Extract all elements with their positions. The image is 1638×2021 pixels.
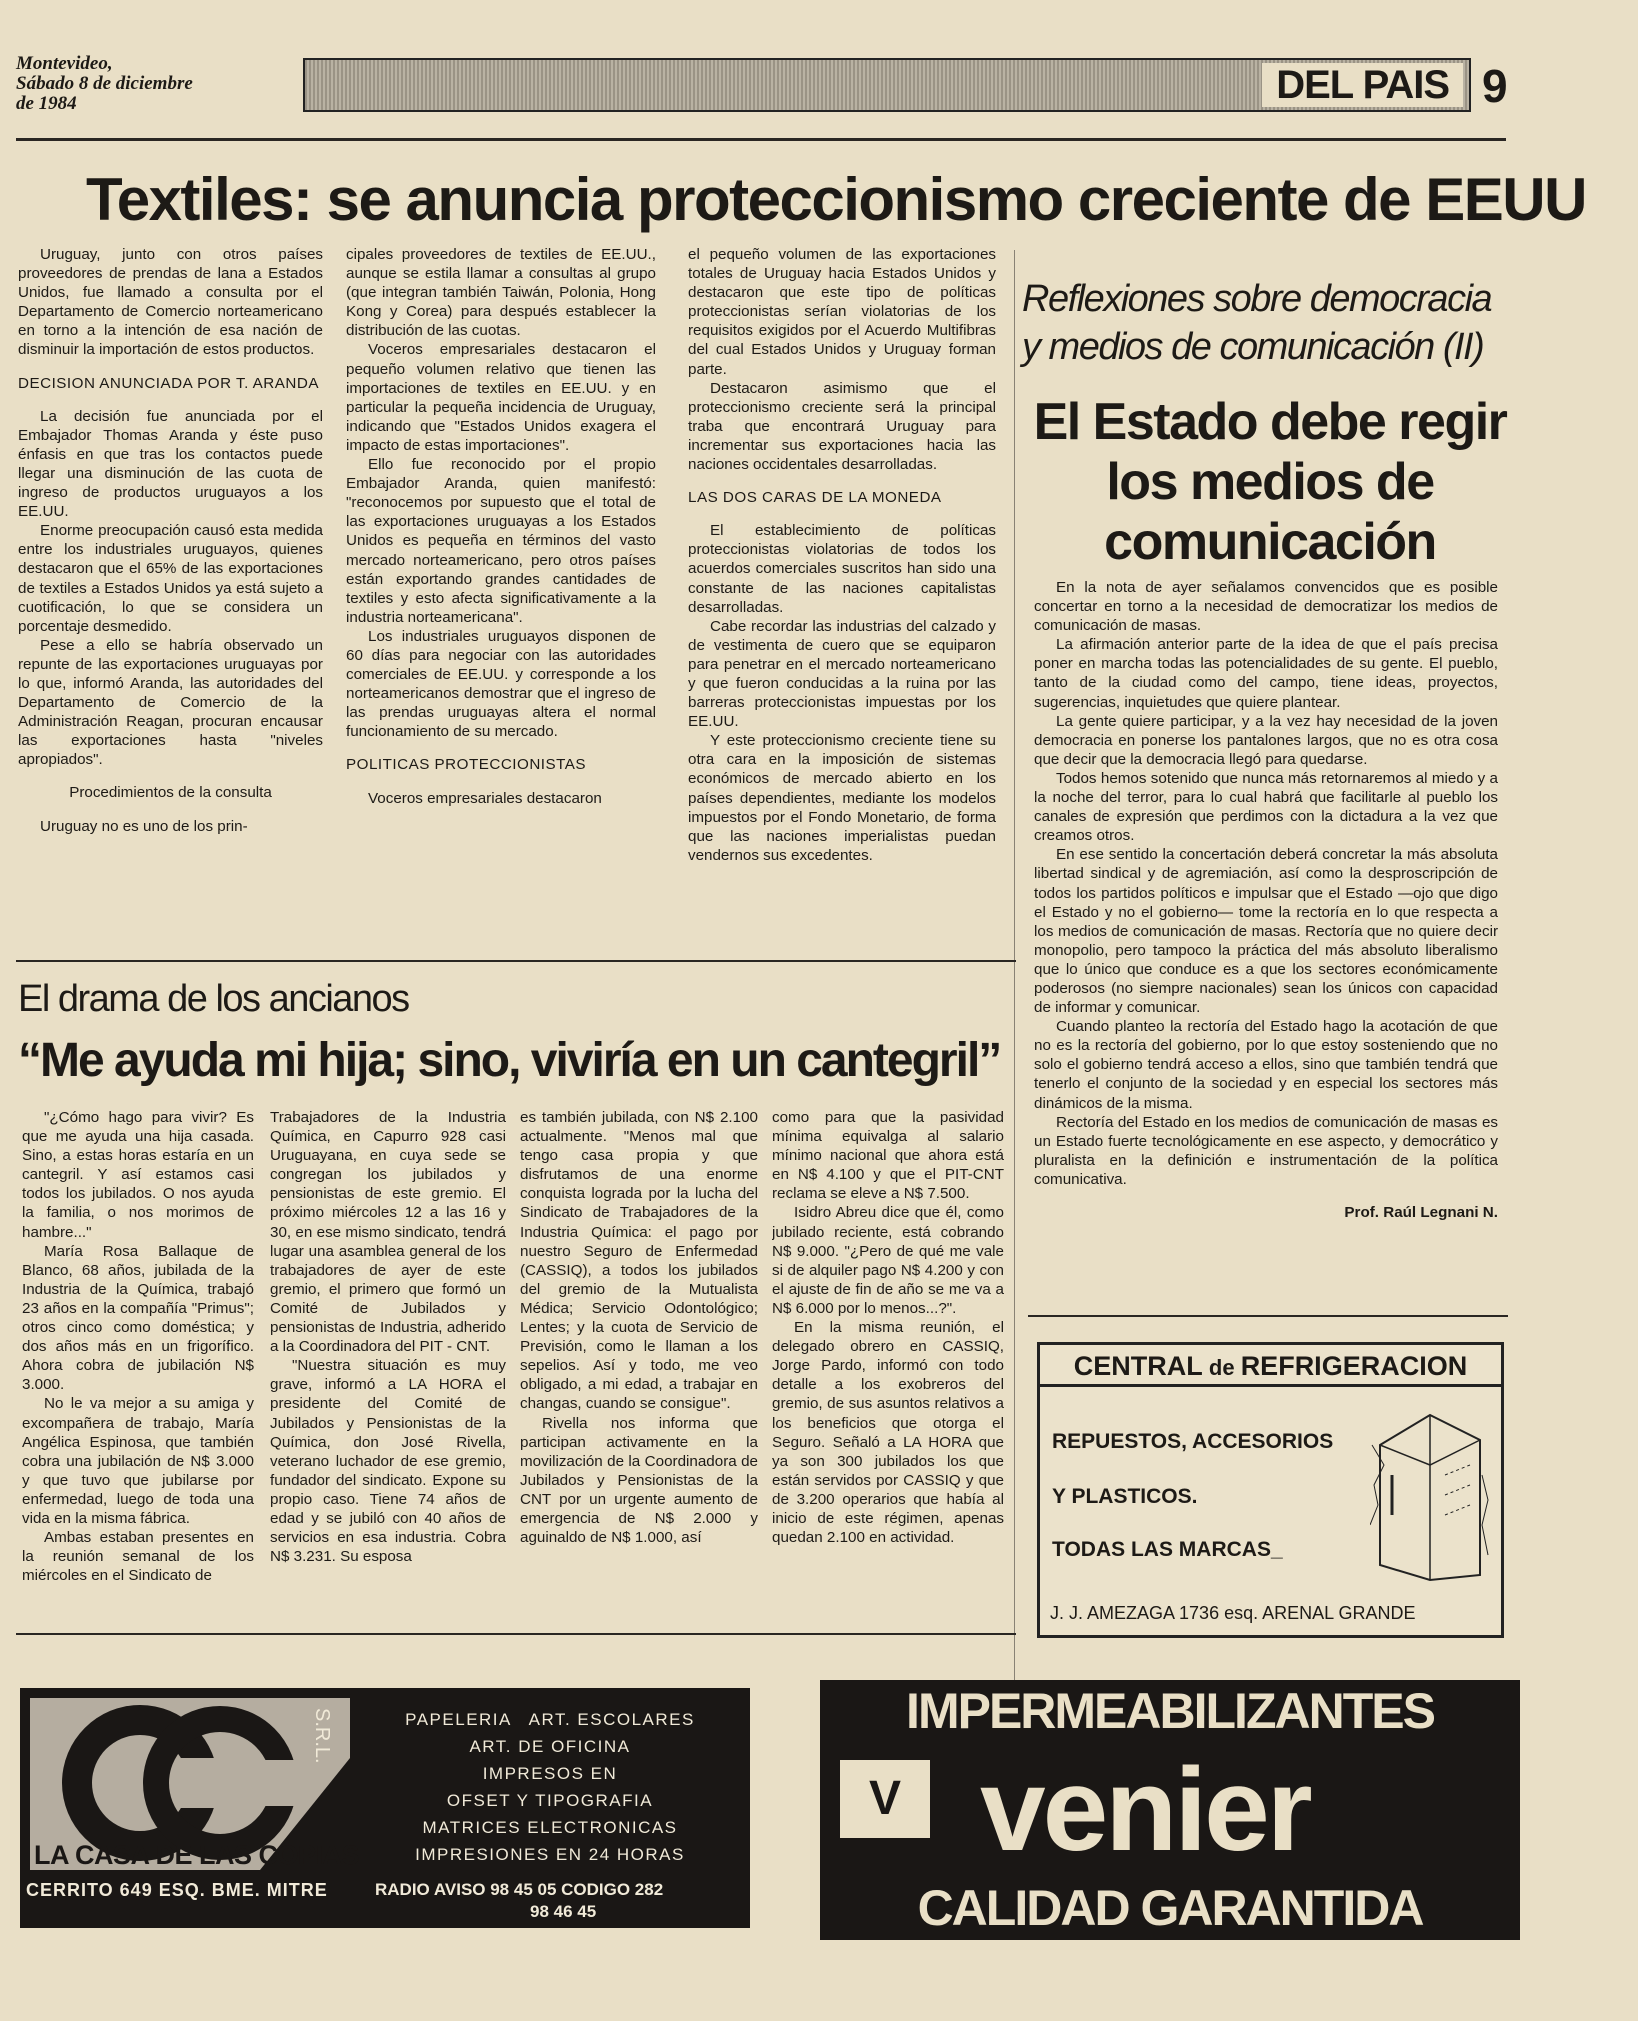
dateline-date: Sábado 8 de diciembre	[16, 73, 193, 94]
section-title: DEL PAIS	[1262, 63, 1463, 107]
ancianos-col-1	[22, 1108, 254, 1598]
reflexiones-headline	[1020, 392, 1520, 572]
ad-casa-copias	[20, 1688, 750, 1928]
ad-refrigeracion-title	[1040, 1345, 1501, 1387]
ad-venier	[820, 1680, 1520, 1940]
copias-service-5: MATRICES ELECTRONICAS	[422, 1818, 678, 1837]
paragraph: Rectoría del Estado en los medios de comunicación de masas es un Estado fuerte tecnológicamente en ese aspecto, y democrático y pluralista en la definición e instrumentación de la política comunicativa.	[1034, 1113, 1498, 1188]
byline: Prof. Raúl Legnani N.	[1344, 1204, 1498, 1221]
paragraph: La afirmación anterior parte de la idea de que el país precisa poner en marcha todas las potencialidades de su gente. El pueblo, tanto de la ciudad como del campo, tiene ideas, proyectos, sugerencias, inquietudes que quiere plantear.	[1034, 636, 1498, 711]
paragraph: "Nuestra situación es muy grave, informó a LA HORA el presidente del Comité de Jubilados y Pensionistas de la Química, don José Rivella, veterano luchador de ese gremio, fundador del sindicato. Expone su propio caso. Tiene 74 años de edad y se jubiló con 40 años de servicios en esa industria. Cobra N$ 3.231. Su esposa	[270, 1357, 506, 1566]
copias-radio: RADIO AVISO 98 45 05 CODIGO 282	[375, 1880, 664, 1899]
paragraph: Los industriales uruguayos disponen de 60 días para negociar con las autoridades comerciales de EE.UU. y corresponde a los norteamericanos demostrar que el ingreso de las prendas uruguayas altera el normal funcionamiento de su mercado.	[346, 627, 656, 741]
copias-service-1: PAPELERIA ART. ESCOLARES	[405, 1710, 695, 1729]
page-number: 9	[1482, 60, 1508, 112]
subheading: POLITICAS PROTECCIONISTAS	[346, 756, 587, 774]
reflexiones-bottom-rule	[1028, 1315, 1508, 1317]
reflexiones-kicker-line-2: y medios de comunicación (II)	[1022, 326, 1484, 368]
venier-bottom: CALIDAD GARANTIDA	[917, 1880, 1423, 1936]
ancianos-col-4	[772, 1108, 1004, 1598]
reflexiones-headline-line-3: comunicación	[1104, 513, 1436, 571]
ancianos-kicker: El drama de los ancianos	[18, 978, 409, 1020]
textiles-col-3	[688, 245, 996, 955]
reflexiones-kicker	[1022, 275, 1512, 371]
reflexiones-headline-line-1: El Estado debe regir	[1033, 393, 1507, 451]
copias-service-3: IMPRESOS EN	[482, 1764, 618, 1783]
reflexiones-body	[1034, 578, 1498, 1278]
copias-services	[370, 1706, 730, 1868]
paragraph: Isidro Abreu dice que él, como jubilado reciente, está cobrando N$ 9.000. "¿Pero de qué me vale si de alquiler pago N$ 4.200 y con el ajuste de fin de año se me va a N$ 6.000 por lo menos...?".	[772, 1204, 1004, 1317]
ancianos-col-3	[520, 1108, 758, 1598]
copias-address: CERRITO 649 ESQ. BME. MITRE	[26, 1880, 328, 1900]
ad-refrigeracion-title-c: REFRIGERACION	[1240, 1351, 1468, 1381]
paragraph: Cabe recordar las industrias del calzado y de vestimenta de cuero que se equiparon para penetrar en el mercado norteamericano y que fueron conducidas a la ruina por las barreras proteccionistas impuestas por los EE.UU.	[688, 617, 996, 731]
paragraph: María Rosa Ballaque de Blanco, 68 años, jubilada de la Industria de la Química, trabajó 23 años en la compañía "Primus"; otros cinco como doméstica; y dos años más en un frigorífico. Ahora cobra de jubilación N$ 3.000.	[22, 1242, 254, 1394]
ad-refrigeracion-line-1: REPUESTOS, ACCESORIOS	[1052, 1430, 1334, 1453]
copias-srl: S.R.L.	[311, 1708, 333, 1764]
section-bar	[303, 58, 1471, 112]
dateline	[16, 54, 246, 114]
copias-radio-2: 98 46 45	[530, 1902, 597, 1921]
paragraph: No le va mejor a su amiga y excompañera de trabajo, María Angélica Espinosa, que también cobra una jubilación de N$ 3.000 y que tuvo que jubilarse por enfermedad, luego de toda una vida en la misma fábrica.	[22, 1395, 254, 1527]
paragraph: Voceros empresariales destacaron	[368, 789, 602, 807]
ad-refrigeracion-line-3: TODAS LAS MARCAS_	[1052, 1538, 1283, 1561]
ad-refrigeracion-title-a: CENTRAL	[1073, 1351, 1203, 1381]
paragraph: Todos hemos sotenido que nunca más retornaremos al miedo y a la noche del terror, para lo cual habrá que facilitarle al pueblo los canales de expresión que perdimos con la dictadura a la vez que creamos otros.	[1034, 769, 1498, 845]
ad-refrigeracion	[1037, 1342, 1504, 1638]
paragraph: "¿Cómo hago para vivir? Es que me ayuda una hija casada. Sino, a estas horas estaría en un cantegril. Y así estamos casi todos los jubilados. O nos ayuda la familia, o nos morimos de hambre..."	[22, 1109, 254, 1241]
ad-refrigeracion-title-b: de	[1202, 1355, 1241, 1380]
venier-logo-letter: V	[868, 1772, 901, 1825]
ancianos-headline: “Me ayuda mi hija; sino, viviría en un cantegril”	[18, 1034, 1001, 1087]
venier-logo-box	[840, 1760, 930, 1838]
textiles-col-1	[18, 245, 323, 955]
paragraph: Trabajadores de la Industria Química, en Capurro 928 casi Uruguayana, en cuya sede se congregan los jubilados y pensionistas de este gremio. El próximo miércoles 12 a las 16 y 30, en ese mismo sindicato, tendrá lugar una asamblea general de los trabajadores de ayer de este gremio, el primero que formó un Comité de Jubilados y pensionistas de Industria, adherido a la Coordinadora del PIT - CNT.	[270, 1109, 506, 1356]
paragraph: Enorme preocupación causó esta medida entre los industriales uruguayos, quienes destacaron que el 65% de las exportaciones de textiles a Estados Unidos ya está sujeto a cuotificación, lo que se considera un porcentaje desmedido.	[18, 522, 323, 635]
reflexiones-kicker-line-1: Reflexiones sobre democracia	[1022, 278, 1492, 320]
paragraph: Pese a ello se habría observado un repunte de las exportaciones uruguayas por lo que, informó Aranda, las autoridades del Departamento de Comercio de la Administración Reagan, procuran encausar las exportaciones hasta "niveles apropiados".	[18, 636, 323, 769]
copias-service-4: OFSET Y TIPOGRAFIA	[446, 1791, 654, 1810]
venier-top: IMPERMEABILIZANTES	[906, 1683, 1434, 1739]
paragraph: Rivella nos informa que participan activamente en la movilización de la Coordinadora de Jubilados y Pensionistas de la CNT por un urgente aumento de emergencia de N$ 2.000 y aguinaldo de N$ 1.000, así	[520, 1414, 758, 1547]
copias-service-2: ART. DE OFICINA	[469, 1737, 631, 1756]
paragraph: Uruguay, junto con otros países proveedores de prendas de lana a Estados Unidos, fue llamado a consulta por el Departamento de Comercio norteamericano en torno a la intención de esa nación de disminuir la importación de estos productos.	[18, 246, 323, 359]
paragraph: cipales proveedores de textiles de EE.UU., aunque se estila llamar a consultas al grupo (que integran también Taiwán, Polonia, Hong Kong y Corea) para después establecer la distribución de las cuotas.	[346, 246, 656, 340]
paragraph: La decisión fue anunciada por el Embajador Thomas Aranda y éste puso énfasis en que tras los contactos puede llegar una disminución de las cuota de ingreso de productos uruguayos a los EE.UU.	[18, 407, 323, 521]
paragraph: En la nota de ayer señalamos convencidos que es posible concertar en torno a la necesidad de democratizar los medios de comunicación de masas.	[1034, 579, 1498, 635]
copias-service-6: IMPRESIONES EN 24 HORAS	[415, 1845, 685, 1864]
paragraph: En ese sentido la concertación deberá concretar la más absoluta libertad sindical y de agremiación, así como la desproscripción de todos los partidos políticos e impulsar que el Estado —ojo que digo el Estado y no el gobierno— tome la rectoría en lo que respecta a los medios de comunicación de masas. Rectoría que no quiere decir monopolio, pero tampoco la práctica del más absoluto liberalismo que lo único que conduce es a que los sectores económicamente poderosos (no siempre nacionales) sean los únicos con capacidad de informar y comunicar.	[1034, 846, 1498, 1017]
paragraph: Ambas estaban presentes en la reunión semanal de los miércoles en el Sindicato de	[22, 1529, 254, 1585]
textiles-col-2	[346, 245, 656, 955]
paragraph: como para que la pasividad mínima equivalga al salario mínimo nacional que ahora está en N$ 4.100 y que el PIT-CNT reclama se eleve a N$ 7.500.	[772, 1109, 1004, 1203]
paragraph: El establecimiento de políticas proteccionistas violatorias de todos los acuerdos comerciales suscritos han sido una constante de las naciones capitalistas desarrolladas.	[688, 522, 996, 616]
paragraph: Uruguay no es uno de los prin-	[40, 817, 248, 835]
textiles-headline: Textiles: se anuncia proteccionismo creciente de EEUU	[86, 166, 1586, 233]
paragraph: En la misma reunión, el delegado obrero en CASSIQ, Jorge Pardo, informó con todo detalle a los exobreros del gremio, de sus asuntos relativos a los beneficios que otorga el Seguro. Señaló a LA HORA que ya son 300 jubilados los que están servidos por CASSIQ y que de 3.200 operarios que había al inicio de este régimen, apenas quedan 2.100 en actividad.	[772, 1319, 1004, 1547]
dateline-city: Montevideo,	[16, 53, 113, 74]
masthead-rule	[16, 138, 1506, 141]
subheading: DECISION ANUNCIADA POR T. ARANDA	[18, 374, 319, 392]
paragraph: Voceros empresariales destacaron el pequeño volumen relativo que tienen las importaciones de textiles en EE.UU. y en particular la pequeña incidencia de Uruguay, indicando que "Estados Unidos exagera el impacto de estas importaciones".	[346, 341, 656, 454]
copias-logo	[30, 1698, 360, 1870]
paragraph: Destacaron asimismo que el proteccionismo creciente será la principal traba que encontrará Uruguay para incrementar sus exportaciones hacia las naciones occidentales desarrolladas.	[688, 379, 996, 474]
subheading: LAS DOS CARAS DE LA MONEDA	[688, 489, 942, 507]
textiles-bottom-rule	[16, 960, 1016, 962]
paragraph: Ello fue reconocido por el propio Embajador Aranda, quien manifestó: "reconocemos por supuesto que el total de las exportaciones uruguayas a los Estados Unidos es pequeña en términos del vasto mercado norteamericano, pero otros países están exportando grandes cantidades de textiles y esto afecta significativamente a la industria norteamericana".	[346, 456, 656, 626]
ad-refrigeracion-line-2: Y PLASTICOS.	[1052, 1485, 1198, 1508]
ad-refrigeracion-address: J. J. AMEZAGA 1736 esq. ARENAL GRANDE	[1050, 1603, 1416, 1623]
paragraph: La gente quiere participar, y a la vez hay necesidad de la joven democracia en ponerse los pantalones largos, que no es otra cosa que decir que la democracia llegó para quedarse.	[1034, 712, 1498, 768]
dateline-year: de 1984	[16, 93, 77, 114]
venier-brand: venier	[980, 1744, 1310, 1876]
subheading: Procedimientos de la consulta	[69, 784, 272, 802]
paragraph: el pequeño volumen de las exportaciones totales de Uruguay hacia Estados Unidos y destacaron que este tipo de políticas proteccionistas serían violatorias de los requisitos exigidos por el Acuerdo Multifibras del cual Estados Unidos y Uruguay forman parte.	[688, 246, 996, 378]
vertical-rule-right	[1014, 250, 1015, 1760]
reflexiones-headline-line-2: los medios de	[1106, 453, 1434, 511]
paragraph: es también jubilada, con N$ 2.100 actualmente. "Menos mal que tengo casa propia y que disfrutamos de una enorme conquista lograda por la lucha del Sindicato de Trabajadores de la Industria Química: el pago por nuestro Seguro de Enfermedad (CASSIQ), a todos los jubilados del gremio de la Mutualista Médica; Servicio Odontológico; Lentes; y la cuota de Servicio de Previsión, como le llaman a los sepelios. Así y todo, me veo obligado, a mi edad, a trabajar en changas, cuando se consigue".	[520, 1109, 758, 1413]
refrigerator-icon	[1370, 1405, 1490, 1585]
paragraph: Y este proteccionismo creciente tiene su otra cara en la imposición de sistemas económicos de mercado abierto en los países dependientes, mediante los modelos impuestos por el Fondo Monetario, de forma que las naciones imperialistas puedan vendernos sus excedentes.	[688, 732, 996, 864]
paragraph: Cuando planteo la rectoría del Estado hago la acotación de que no es la rectoría del gobierno, por lo que estoy sosteniendo que no solo el gobierno tendrá acceso a ellos, sino que también tendrá que tenerlo el conjunto de la sociedad y en especial los sectores más dinámicos de la misma.	[1034, 1018, 1498, 1112]
copias-brand: LA CASA DE LAS COPIAS	[34, 1840, 360, 1870]
ancianos-col-2	[270, 1108, 506, 1598]
ancianos-bottom-rule	[16, 1633, 1016, 1635]
